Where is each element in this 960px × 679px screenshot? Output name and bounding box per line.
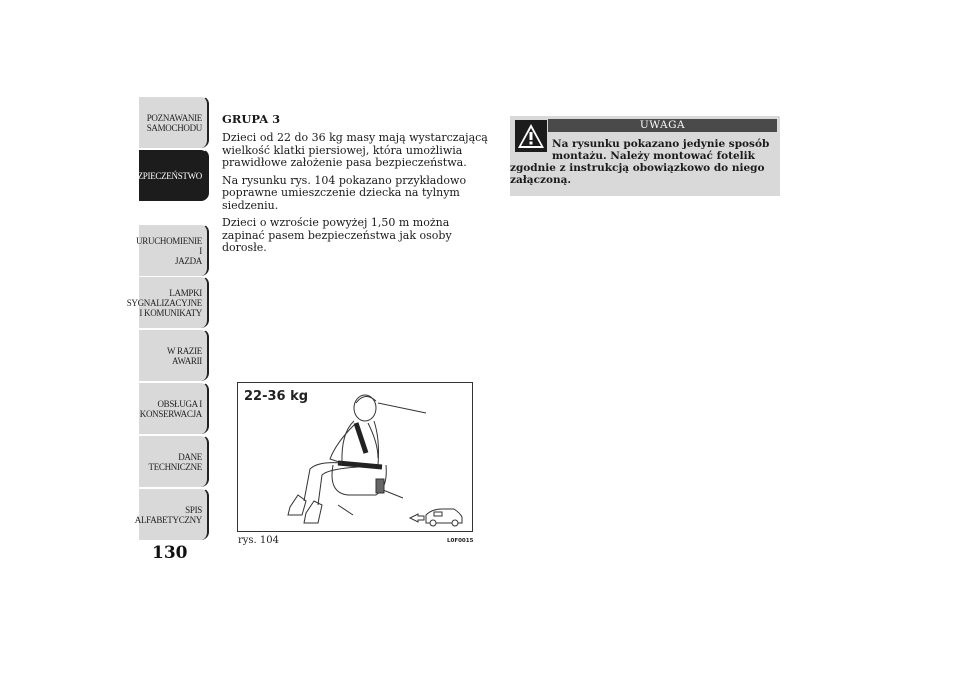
- tab-obsluga[interactable]: [139, 382, 209, 434]
- tab-label: DANE TECHNICZNE: [148, 451, 202, 472]
- tab-poznawanie[interactable]: [139, 96, 209, 148]
- child-on-booster-illustration: [238, 383, 472, 531]
- car-direction-icon: [410, 509, 462, 526]
- paragraph: Dzieci o wzroście powyżej 1,50 m można zapinać pasem bezpieczeństwa jak osoby dorosłe.: [222, 216, 452, 254]
- paragraph: Dzieci od 22 do 36 kg masy mają wystarczającą wielkość klatki piersiowej, która umożliwia prawidłowe założenie pasa bezpieczeństwa.: [222, 131, 488, 169]
- tab-awarii[interactable]: [139, 329, 209, 381]
- tab-lampki[interactable]: [126, 276, 209, 328]
- tab-label: URUCHOMIENIE I JAZDA: [136, 235, 202, 266]
- main-text: [222, 112, 490, 260]
- tab-bezpieczenstwo[interactable]: [126, 149, 209, 201]
- tab-dane[interactable]: [139, 435, 209, 487]
- section-heading: GRUPA 3: [222, 112, 281, 126]
- warning-title: UWAGA: [548, 119, 777, 132]
- tab-label: POZNAWANIE SAMOCHODU: [146, 112, 202, 133]
- warning-line: montażu. Należy montować fotelik: [552, 150, 755, 162]
- tab-spis[interactable]: [134, 488, 209, 540]
- page-number: 130: [152, 543, 188, 563]
- tab-label: BEZPIECZEŃSTWO: [126, 170, 202, 181]
- warning-line: Na rysunku pokazano jedynie sposób: [552, 138, 770, 150]
- figure-code: L0F0015: [447, 538, 474, 544]
- warning-line: zgodnie z instrukcją obowiązkowo do niego załączoną.: [510, 162, 765, 186]
- paragraph: Na rysunku rys. 104 pokazano przykładowo poprawne umieszczenie dziecka na tylnym siedzeniu.: [222, 173, 467, 212]
- figure-caption: rys. 104: [238, 535, 280, 546]
- tab-label: OBSŁUGA I KONSERWACJA: [139, 398, 202, 419]
- figure-weight-label: 22-36 kg: [244, 389, 309, 404]
- figure-child-seat: [237, 382, 473, 532]
- tab-label: SPIS ALFABETYCZNY: [134, 504, 202, 525]
- tab-uruchomienie[interactable]: [136, 224, 209, 276]
- warning-text: [510, 138, 775, 186]
- tab-label: LAMPKI SYGNALIZACYJNE I KOMUNIKATY: [126, 287, 202, 318]
- warning-box: [510, 116, 780, 196]
- tab-label: W RAZIE AWARII: [167, 345, 202, 366]
